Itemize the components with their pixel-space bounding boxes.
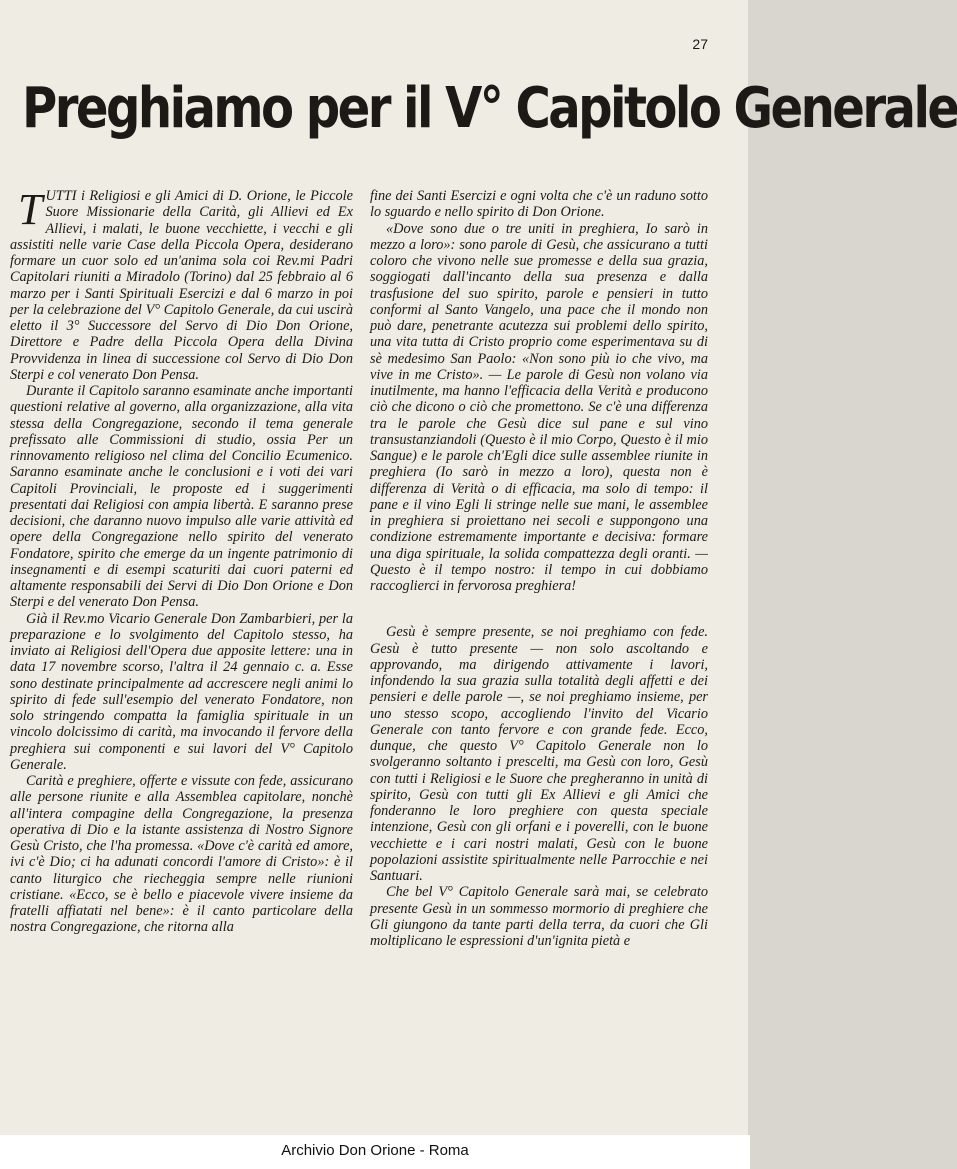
article-paragraph: fine dei Santi Esercizi e ogni volta che c'è un raduno sotto lo sguardo e nello spirito di Don Orione. <box>370 188 708 221</box>
article-column-left <box>10 185 353 936</box>
archive-footer: Archivio Don Orione - Roma <box>0 1135 750 1169</box>
article-paragraph: «Dove sono due o tre uniti in preghiera, Io sarò in mezzo a loro»: sono parole di Gesù, che assicurano a tutti coloro che vivono nelle sue promesse e della sua grazia, soggiogati dall'incanto della sua presenza e dalla trasfusione del suo spirito, parole e pensieri in tutto conformi al Santo Vangelo, una pace che il mondo non può dare, penetrante acutezza sui problemi dello spirito, una vita tutta di Cristo proprio come esperimentava su di sè medesimo San Paolo: «Non sono più io che vivo, ma vive in me Cristo». — Le parole di Gesù non volano via inutilmente, ma hanno l'efficacia della Verità e producono ciò che dicono o ciò che promettono. Se c'è una differenza tra le parole che Gesù dice sul pane e sul vino transustanziandoli (Questo è il mio Corpo, Questo è il mio Sangue) e le parole ch'Egli dice sulle assemblee riunite in preghiera (Io sarò in mezzo a loro), questa non è differenza di Verità o di efficacia, ma solo di tempo: il pane e il vino Egli li stringe nelle sue mani, le assemblee in preghiera si proiettano nei secoli e suppongono una condizione estremamente importante e decisiva: formare una diga spirituale, la solida compattezza degli oranti. — Questo è il tempo nostro: il tempo in cui dobbiamo raccoglierci in fervorosa preghiera! <box>370 220 708 594</box>
article-paragraph: Già il Rev.mo Vicario Generale Don Zambarbieri, per la preparazione e lo svolgimento del Capitolo stesso, ha inviato ai Religiosi dell'Opera due apposite lettere: una in data 17 novembre scorso, l'altra il 24 gennaio c. a. Esse sono destinate principalmente ad accrescere negli animi lo spirito di fede sull'esempio del venerato Fondatore, non solo stringendo compatta la famiglia spirituale in un vincolo dolcissimo di carità, ma invocando il fervore della preghiera sui componenti e sui lavori del V° Capitolo Generale. <box>10 610 353 773</box>
drop-cap: T <box>18 185 43 234</box>
article-paragraph: Che bel V° Capitolo Generale sarà mai, se celebrato presente Gesù in un sommesso mormorio di preghiere che Gli giungono da tante parti della terra, da cuori che Gli moltiplicano le espressioni d'un'ignita pietà e <box>370 884 708 949</box>
page-number: 27 <box>692 36 708 52</box>
article-headline: Preghiamo per il V° Capitolo Generale <box>22 76 957 141</box>
article-paragraph: TUTTI i Religiosi e gli Amici di D. Orione, le Piccole Suore Missionarie della Carità, gli Allievi ed Ex Allievi, i malati, le buone vecchiette, i vecchi e gli assistiti nelle varie Case della Piccola Opera, desiderano formare un cuor solo ed un'anima sola coi Rev.mi Padri Capitolari riuniti a Miradolo (Torino) dal 25 febbraio al 6 marzo per i Santi Spirituali Esercizi e dal 6 marzo in poi per la celebrazione del V° Capitolo Generale, da cui uscirà eletto il 3° Successore del Servo di Dio Don Orione, Direttore e Padre della Piccola Opera della Divina Provvidenza in linea di successione col Servo di Dio Don Sterpi e col venerato Don Pensa. <box>10 185 353 383</box>
article-column-right <box>370 188 708 949</box>
article-paragraph: Carità e preghiere, offerte e vissute con fede, assicurano alle persone riunite e alla Assemblea capitolare, nonchè all'intera compagine della Congregazione, la presenza operativa di Dio e la istante assistenza di Nostro Signore Gesù Cristo, che l'ha promessa. «Dove c'è carità ed amore, ivi c'è Dio; ci ha adunati concordi l'amore di Cristo»: è il canto liturgico che riecheggia sempre nelle riunioni cristiane. «Ecco, se è bello e piacevole vivere insieme da fratelli affiatati nel bene»: è il canto particolare della nostra Congregazione, che ritorna alla <box>10 773 353 936</box>
article-paragraph: Durante il Capitolo saranno esaminate anche importanti questioni relative al governo, alla organizzazione, alla vita stessa della Congregazione, secondo il tema generale prefissato alle Commissioni di studio, ossia Per un rinnovamento religioso nel clima del Concilio Ecumenico. Saranno esaminate anche le conclusioni e i voti dei vari Capitoli Provinciali, le proposte ed i suggerimenti presentati dai Religiosi con ampia libertà. E saranno prese decisioni, che daranno nuovo impulso alle varie attività ed opere della Congregazione nello spirito del venerato Fondatore, spirito che emerge da un ingente patrimonio di insegnamenti e di esempi scaturiti dai cuori paterni ed altamente responsabili dei Servi di Dio Don Orione e Don Sterpi e del venerato Don Pensa. <box>10 383 353 611</box>
article-paragraph: Gesù è sempre presente, se noi preghiamo con fede. Gesù è tutto presente — non solo ascoltando e approvando, ma dirigendo attivamente i lavori, infondendo la sua grazia sulla totalità degli affetti e dei pensieri e delle parole —, se noi preghiamo insieme, per uno stesso scopo, accogliendo l'invito del Vicario Generale con tanto fervore e con grande fede. Ecco, dunque, che questo V° Capitolo Generale non lo svolgeranno soltanto i prescelti, ma Gesù con loro, Gesù con tutti i Religiosi e le Suore che pregheranno in unità di spirito, Gesù con tutti gli Ex Allievi e gli Amici che fonderanno le loro preghiere con questa speciale intenzione, Gesù con gli orfani e i poverelli, con le buone vecchiette e i cari nostri malati, Gesù con le buone popolazioni assistite spiritualmente nelle Parrocchie e nei Santuari. <box>370 624 708 884</box>
